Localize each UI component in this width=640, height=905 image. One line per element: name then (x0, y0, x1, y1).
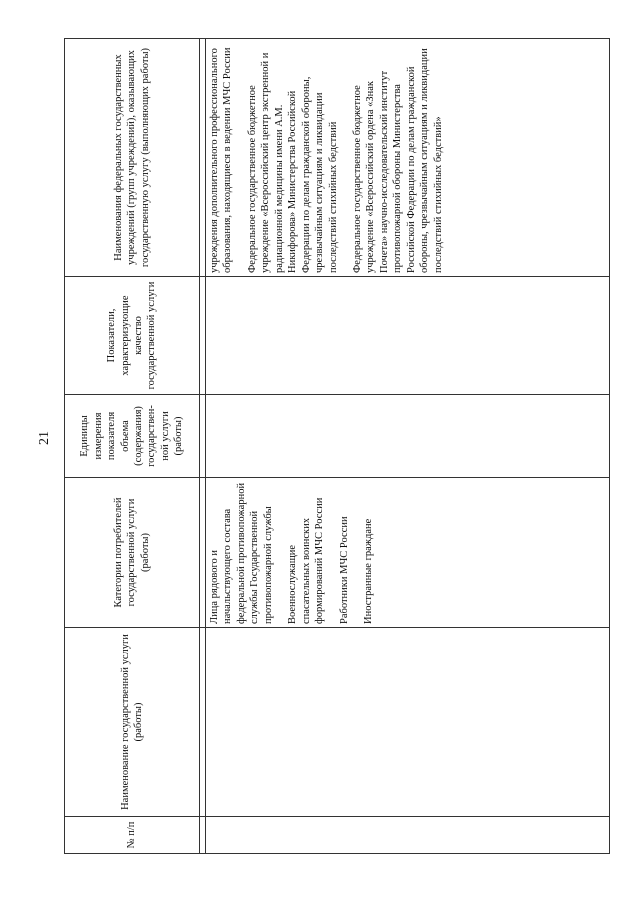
spacer-cell (199, 38, 205, 276)
cell-volume-unit (205, 394, 609, 477)
header-num: № п/п (64, 816, 199, 853)
cell-consumers (205, 477, 609, 627)
consumer-item: Лица рядового и начальствующего состава федеральной противопожарной службы Государственной противопожарной службы (208, 482, 274, 624)
spacer-cell (199, 477, 205, 627)
header-quality-indicators: Показатели, характеризующие качество государственной услуги (64, 276, 199, 394)
spacer-cell (199, 816, 205, 853)
spacer-cell (199, 394, 205, 477)
page-number: 21 (37, 431, 52, 445)
consumer-item: Военнослужащие спасательных воинских формирований МЧС России (286, 497, 325, 624)
institution-item: учреждения дополнительного профессионального образования, находящиеся в ведении МЧС России (208, 46, 233, 273)
institution-item: Федеральное государственное бюджетное учреждение «Всероссийский ордена «Знак Почета» научно-исследовательский институт противопожарной обороны Министерства Российской Федерации по делам гражданской обороны, чрезвычайным ситуациям и ликвидации последствий стихийных бедствий» (351, 47, 444, 273)
spacer-cell (199, 276, 205, 394)
header-row (64, 38, 199, 853)
cell-service-name (205, 627, 609, 816)
cell-num (205, 816, 609, 853)
institution-item: Федеральное государственное бюджетное учреждение «Всероссийский центр экстренной и радиационной медицины имени А.М. Никифорова» Министерства Российской Федерации по делам гражданской обороны, чрезвычайным ситуациям и ликвидации последствий стихийных бедствий (246, 52, 338, 273)
table-row (205, 38, 609, 853)
header-volume-unit: Единицы измерения показателя объема (содержания) государствен-ной услуги (работы) (64, 394, 199, 477)
consumer-item: Иностранные граждане (362, 518, 374, 624)
header-service-name: Наименование государственной услуги (работы) (64, 627, 199, 816)
header-institutions: Наименования федеральных государственных учреждений (групп учреждений), оказывающих государственную услугу (выполняющих работы) (64, 38, 199, 276)
spacer-row (199, 38, 205, 853)
table-frame (63, 38, 609, 853)
cell-institutions (205, 38, 609, 276)
header-consumer-category: Категории потребителей государственной услуги (работы) (64, 477, 199, 627)
cell-quality-indicators (205, 276, 609, 394)
services-table (64, 38, 610, 854)
consumer-item: Работники МЧС России (338, 515, 349, 624)
spacer-cell (199, 627, 205, 816)
